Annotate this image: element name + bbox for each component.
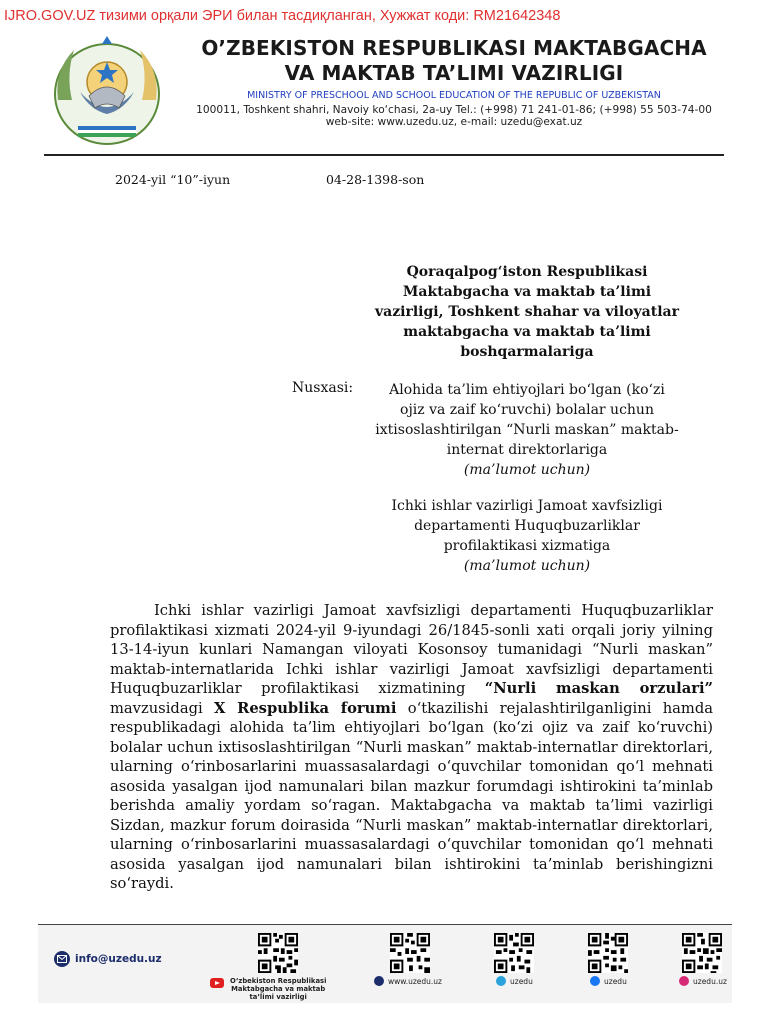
ministry-name-english: MINISTRY OF PRESCHOOL AND SCHOOL EDUCATION OF THE REPUBLIC OF UZBEKISTAN	[247, 90, 661, 101]
telegram-text: uzedu	[510, 976, 533, 986]
youtube-link[interactable]	[210, 977, 326, 1001]
youtube-text-line: Maktabgacha va maktab	[231, 985, 326, 993]
body-text-part: mavzusidagi	[110, 699, 203, 717]
instagram-link[interactable]	[679, 976, 727, 986]
recipient-line: boshqarmalariga	[460, 344, 594, 360]
qr-code-icon[interactable]	[588, 933, 628, 973]
copy-line: Alohida ta’lim ehtiyojlari bo‘lgan (ko‘zi	[389, 382, 665, 398]
telegram-icon	[496, 976, 506, 986]
copy-line: ixtisoslashtirilgan “Nurli maskan” maktab-	[375, 422, 679, 438]
ministry-website-email: web-site: www.uzedu.uz, e-mail: uzedu@exat.uz	[325, 116, 583, 128]
website-link[interactable]	[374, 976, 442, 986]
copy-line: ojiz va zaif ko‘ruvchi) bolalar uchun	[400, 402, 654, 418]
recipient-line: Maktabgacha va maktab ta’limi	[402, 284, 652, 300]
facebook-text: uzedu	[604, 976, 627, 986]
instagram-text: uzedu.uz	[693, 976, 727, 986]
copy-recipient-2	[362, 496, 692, 576]
facebook-icon	[590, 976, 600, 986]
copy-line: Ichki ishlar vazirligi Jamoat xavfsizligi	[391, 498, 663, 514]
ministry-address: 100011, Toshkent shahri, Navoiy ko‘chasi, 2a-uy Tel.: (+998) 71 241-01-86; (+998) 55 503-74-00	[196, 104, 712, 116]
letter-body	[110, 601, 713, 894]
qr-code-icon[interactable]	[494, 933, 534, 973]
recipient-line: Qoraqalpog‘iston Respublikasi	[406, 264, 648, 280]
letter-footer	[38, 925, 732, 1003]
copy-line: profilaktikasi xizmatiga	[443, 538, 611, 554]
email-text: info@uzedu.uz	[75, 953, 162, 965]
copy-line: departamenti Huquqbuzarliklar	[414, 518, 640, 534]
letter-date: 2024-yil “10”-iyun	[115, 172, 231, 187]
ministry-name-line2: VA MAKTAB TA’LIMI VAZIRLIGI	[284, 61, 624, 85]
youtube-text-line: ta’limi vazirligi	[249, 993, 307, 1001]
state-emblem-icon	[44, 30, 170, 152]
recipient-line: maktabgacha va maktab ta’limi	[403, 324, 651, 340]
website-text: www.uzedu.uz	[388, 976, 442, 986]
telegram-link[interactable]	[496, 976, 533, 986]
letterhead-divider	[44, 154, 724, 156]
copy-recipient-1	[362, 380, 692, 480]
body-text-part: o‘tkazilishi rejalashtirilganligini hamda respublikadagi alohida ta’lim ehtiyojlari bo‘lgan (ko‘zi ojiz va zaif ko‘ruvchi) bolalar uchun ixtisoslashtirilgan “Nurli maskan” maktab-internatlar direktorlari, ularning o‘rinbosarlarini muassasalardagi o‘quvchilar tomonidan qo‘l mehnati asosida yasalgan ijod namunalari bilan mazkur forumdagi ishtirokini ta’minlab berishda amaliy yordam so‘ragan. Maktabgacha va maktab ta’limi vazirligi Sizdan, mazkur forum doirasida “Nurli maskan” maktab-internatlar direktorlari, ularning o‘rinbosarlarini muassasalardagi o‘quvchilar tomonidan qo‘l mehnati asosida yasalgan ijod namunalari bilan ishtirokini ta’minlab berishingizni so‘raydi.	[110, 699, 713, 892]
ijro-verification-stamp: IJRO.GOV.UZ тизими орқали ЭРИ билан тасдиқланган, Хужжат коди: RM21642348	[4, 8, 561, 24]
facebook-link[interactable]	[590, 976, 627, 986]
body-text-part: Ichki ishlar vazirligi Jamoat xavfsizligi departamenti Huquqbuzarliklar profilaktikasi xizmati 2024-yil 9-iyundagi 26/1845-sonli xati orqali joriy yilning 13-14-iyun kunlari Namangan viloyati Kosonsoy tumanidagi “Nurli maskan” maktab-internatlarida Ichki ishlar vazirligi Jamoat xavfsizligi departamenti Huquqbuzarliklar profilaktikasi xizmatining	[110, 602, 713, 697]
youtube-channel-name	[230, 977, 326, 1001]
youtube-text-line: O‘zbekiston Respublikasi	[230, 977, 327, 985]
qr-code-icon[interactable]	[390, 933, 430, 973]
body-paragraph	[110, 601, 713, 894]
letter-number: 04-28-1398-son	[326, 172, 425, 187]
website-icon	[374, 976, 384, 986]
youtube-icon	[210, 978, 224, 988]
recipient-line: vazirligi, Toshkent shahar va viloyatlar	[375, 304, 679, 320]
forum-name: X Respublika forumi	[213, 699, 397, 717]
ministry-letterhead	[184, 36, 724, 128]
ministry-name-line1: O’ZBEKISTON RESPUBLIKASI MAKTABGACHA	[201, 36, 707, 60]
qr-code-icon[interactable]	[258, 933, 298, 973]
copy-line: internat direktorlariga	[446, 442, 608, 458]
qr-code-icon[interactable]	[682, 933, 722, 973]
forum-title: “Nurli maskan orzulari”	[484, 680, 713, 697]
recipient-block	[362, 262, 692, 362]
instagram-icon	[679, 976, 689, 986]
copies-label: Nusxasi:	[292, 380, 354, 396]
copy-note: (ma’lumot uchun)	[463, 462, 591, 478]
email-icon	[54, 951, 70, 967]
copy-note: (ma’lumot uchun)	[463, 558, 591, 574]
footer-email[interactable]	[54, 951, 162, 967]
